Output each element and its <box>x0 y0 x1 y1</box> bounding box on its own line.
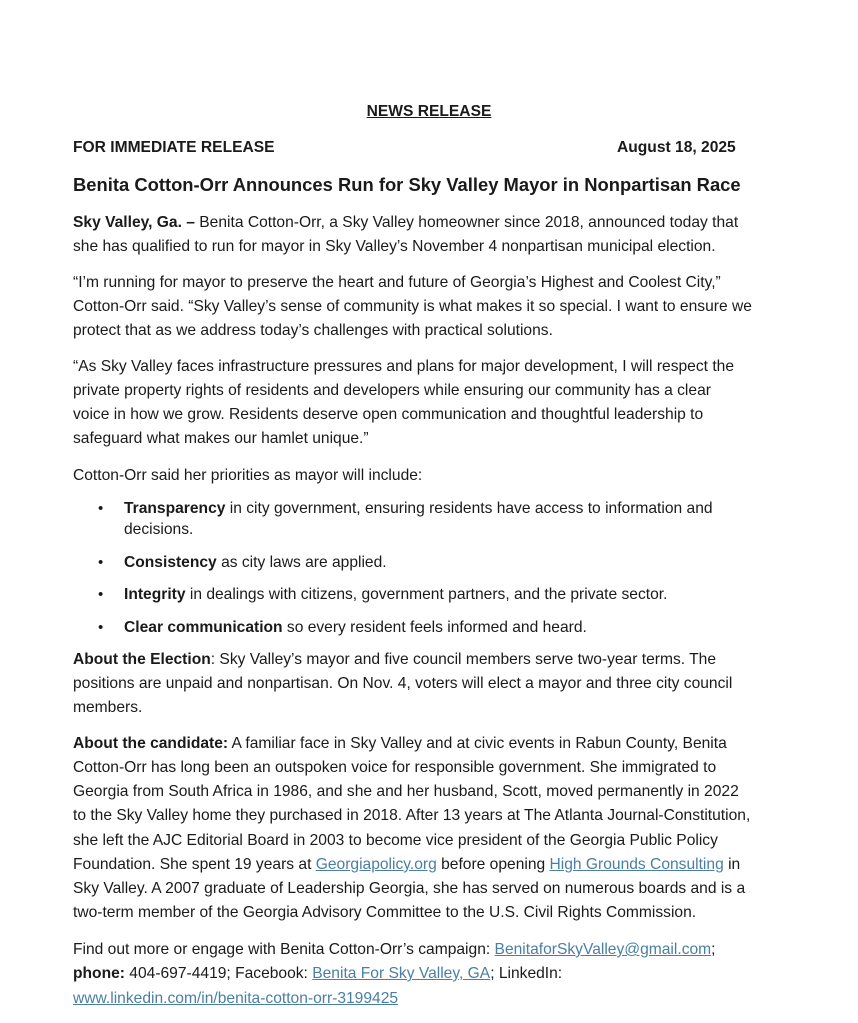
priority-item-communication <box>124 618 587 638</box>
contact-text-1: Find out more or engage with Benita Cotton-Orr’s campaign: <box>73 941 495 958</box>
election-line-3: members. <box>73 699 143 716</box>
bullet-icon: • <box>98 619 104 636</box>
contact-line-2 <box>73 964 562 984</box>
quote2-line-1: “As Sky Valley faces infrastructure pressures and plans for major development, I will respect the <box>73 358 734 375</box>
priority-text: in dealings with citizens, government partners, and the private sector. <box>185 586 668 603</box>
phone-label: phone: <box>73 965 125 982</box>
georgiapolicy-link[interactable]: Georgiapolicy.org <box>315 856 437 873</box>
candidate-line-4: to the Sky Valley home they purchased in 2018. After 13 years at The Atlanta Journal-Constitution, <box>73 807 751 824</box>
bullet-icon: • <box>98 500 104 517</box>
candidate-label: About the candidate: <box>73 735 229 752</box>
news-release-label: NEWS RELEASE <box>366 103 492 120</box>
priority-term: Integrity <box>124 586 186 603</box>
candidate-line-3: Georgia from South Africa in 1986, and she and her husband, Scott, moved permanently in 2022 <box>73 783 739 800</box>
phone-text: 404-697-4419; Facebook: <box>124 965 313 982</box>
candidate-line-2: Cotton-Orr has long been an outspoken voice for responsible government. She immigrated to <box>73 759 717 776</box>
priority-text: so every resident feels informed and heard. <box>282 619 587 636</box>
candidate-line-5: she left the AJC Editorial Board in 2003 to become vice president of the Georgia Public Policy <box>73 832 718 849</box>
contact-line-1 <box>73 940 716 960</box>
election-text-1: : Sky Valley’s mayor and five council members serve two-year terms. The <box>210 651 716 668</box>
quote2-line-2: private property rights of residents and developers while ensuring our community has a clear <box>73 382 711 399</box>
priority-term: Transparency <box>124 500 226 517</box>
priority-item-integrity <box>124 585 667 605</box>
priority-item-transparency-cont: decisions. <box>124 521 194 538</box>
intro-line-1 <box>73 213 738 233</box>
release-type: FOR IMMEDIATE RELEASE <box>73 139 275 156</box>
election-label: About the Election <box>73 651 211 668</box>
high-grounds-consulting-link[interactable]: High Grounds Consulting <box>549 856 724 873</box>
candidate-line-7: Sky Valley. A 2007 graduate of Leadership Georgia, she has served on numerous boards and is a <box>73 880 746 897</box>
quote2-line-4: safeguard what makes our hamlet unique.” <box>73 430 369 447</box>
candidate-text-6a: Foundation. She spent 19 years at <box>73 856 316 873</box>
candidate-line-6 <box>73 855 740 875</box>
priority-item-consistency <box>124 553 387 573</box>
priority-text: as city laws are applied. <box>216 554 387 571</box>
release-date: August 18, 2025 <box>617 139 736 156</box>
candidate-text-6c: in <box>723 856 741 873</box>
contact-text-1b: ; <box>711 941 716 958</box>
intro-line-2: she has qualified to run for mayor in Sky Valley’s November 4 nonpartisan municipal election. <box>73 238 716 255</box>
quote1-line-1: “I’m running for mayor to preserve the heart and future of Georgia’s Highest and Coolest City,” <box>73 274 721 291</box>
headline: Benita Cotton-Orr Announces Run for Sky Valley Mayor in Nonpartisan Race <box>73 174 741 195</box>
candidate-text-6b: before opening <box>436 856 550 873</box>
bullet-icon: • <box>98 586 104 603</box>
quote2-line-3: voice in how we grow. Residents deserve open communication and thoughtful leadership to <box>73 406 704 423</box>
priority-text: in city government, ensuring residents have access to information and <box>225 500 713 517</box>
priority-term: Clear communication <box>124 619 283 636</box>
quote1-line-3: protect that as we address today’s challenges with practical solutions. <box>73 322 553 339</box>
email-link[interactable]: BenitaforSkyValley@gmail.com <box>494 941 712 958</box>
intro-text-1: Benita Cotton-Orr, a Sky Valley homeowner since 2018, announced today that <box>194 214 739 231</box>
facebook-link[interactable]: Benita For Sky Valley, GA <box>312 965 491 982</box>
candidate-line-8: two-term member of the Georgia Advisory Committee to the U.S. Civil Rights Commission. <box>73 904 697 921</box>
candidate-text-1: A familiar face in Sky Valley and at civic events in Rabun County, Benita <box>228 735 727 752</box>
bullet-icon: • <box>98 554 104 571</box>
priority-term: Consistency <box>124 554 217 571</box>
linkedin-link[interactable]: www.linkedin.com/in/benita-cotton-orr-3199425 <box>73 990 399 1007</box>
quote1-line-2: Cotton-Orr said. “Sky Valley’s sense of community is what makes it so special. I want to ensure we <box>73 298 752 315</box>
candidate-line-1 <box>73 734 727 754</box>
priority-item-transparency <box>124 499 713 519</box>
contact-text-2b: ; LinkedIn: <box>490 965 563 982</box>
priorities-intro: Cotton-Orr said her priorities as mayor will include: <box>73 467 423 484</box>
election-line-2: positions are unpaid and nonpartisan. On Nov. 4, voters will elect a mayor and three city council <box>73 675 733 692</box>
election-line-1 <box>73 650 716 670</box>
dateline: Sky Valley, Ga. – <box>73 214 195 231</box>
